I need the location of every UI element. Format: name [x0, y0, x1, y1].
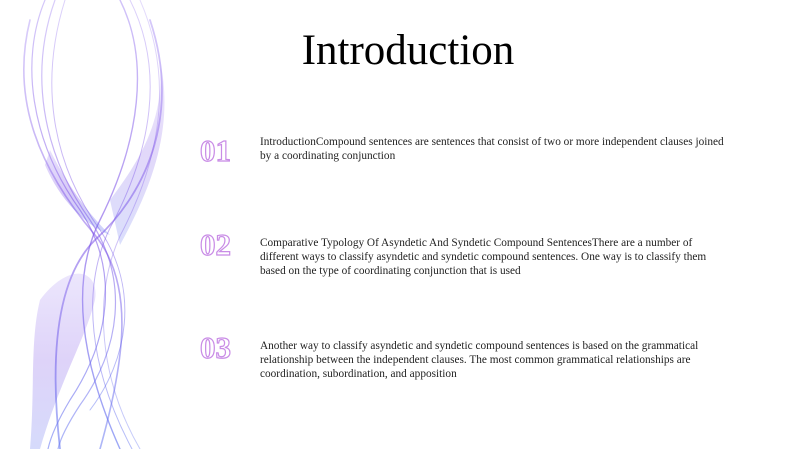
slide-title: Introduction: [301, 27, 515, 74]
item-text: Comparative Typology Of Asyndetic And Syndetic Compound SentencesThere are a number of different ways to classify asyndetic and syndetic compound sentences. One way is to classify them based on the type of coordinating conjunction that is used: [260, 237, 707, 277]
item-number: 02: [200, 227, 231, 262]
item-text: Another way to classify asyndetic and syndetic compound sentences is based on the grammatical relationship between the independent clauses. The most common grammatical relationships are coordination, subordination, and apposition: [260, 340, 699, 380]
item-number: 01: [200, 133, 231, 168]
item-number: 03: [200, 330, 231, 365]
item-text: IntroductionCompound sentences are sentences that consist of two or more independent clauses joined by a coordinating conjunction: [260, 136, 724, 162]
